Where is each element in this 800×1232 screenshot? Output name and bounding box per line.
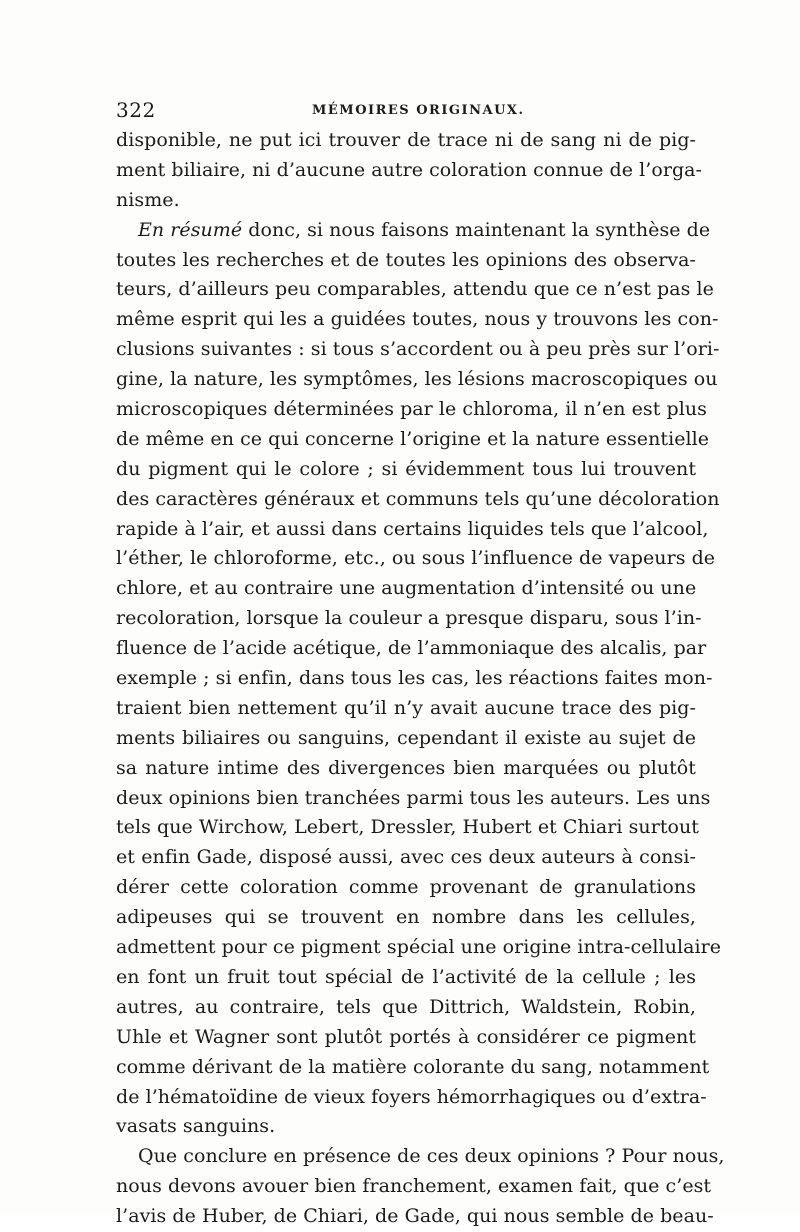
text-line: sa nature intime des divergences bien marquées ou plutôt [116,756,696,779]
text-line: vasats sanguins. [116,1115,276,1138]
text-line: clusions suivantes : si tous s’accordent ou à peu près sur l’ori- [116,338,720,361]
text-fragment: donc, si nous faisons maintenant la synthèse de [248,218,711,241]
text-line: toutes les recherches et de toutes les opinions des observa- [116,248,696,271]
text-line: gine, la nature, les symptômes, les lésions macroscopiques ou [116,368,718,391]
text-line: admettent pour ce pigment spécial une origine intra-cellulaire [116,936,722,959]
text-line: microscopiques déterminées par le chloroma, il n’en est plus [116,398,707,421]
page-number: 322 [116,98,156,122]
text-line: exemple ; si enfin, dans tous les cas, les réactions faites mon- [116,667,713,690]
text-line: recoloration, lorsque la couleur a presque disparu, sous l’in- [116,607,702,630]
text-line: nous devons avouer bien franchement, examen fait, que c’est [116,1175,712,1198]
text-line-paragraph-start [116,216,711,246]
text-line: de l’hématoïdine de vieux foyers hémorrhagiques ou d’extra- [116,1085,707,1108]
text-line: tels que Wirchow, Lebert, Dressler, Hubert et Chiari surtout [116,816,699,839]
running-title: MÉMOIRES ORIGINAUX. [312,103,525,118]
text-line: traient bien nettement qu’il n’y avait aucune trace des pig- [116,696,696,719]
text-line: adipeuses qui se trouvent en nombre dans les cellules, [116,906,696,929]
text-line-paragraph-start: Que conclure en présence de ces deux opinions ? Pour nous, [138,1145,725,1168]
text-line: ment biliaire, ni d’aucune autre coloration connue de l’orga- [116,158,703,181]
text-line: l’éther, le chloroforme, etc., ou sous l’influence de vapeurs de [116,547,716,570]
text-line: autres, au contraire, tels que Dittrich, Waldstein, Robin, [116,995,696,1018]
text-line: en font un fruit tout spécial de l’activité de la cellule ; les [116,965,696,988]
text-line: rapide à l’air, et aussi dans certains liquides tels que l’alcool, [116,517,709,540]
text-line: chlore, et au contraire une augmentation d’intensité ou une [116,577,697,600]
text-line: ments biliaires ou sanguins, cependant il existe au sujet de [116,726,696,749]
text-line: disponible, ne put ici trouver de trace ni de sang ni de pig- [116,129,696,151]
body-text [116,126,725,1232]
text-line: comme dérivant de la matière colorante du sang, notamment [116,1055,710,1078]
text-line: du pigment qui le colore ; si évidemment tous lui trouvent [116,457,696,480]
text-line: des caractères généraux et communs tels qu’une décoloration [116,487,720,510]
page-header [116,98,696,128]
text-line: dérer cette coloration comme provenant de granulations [116,876,696,899]
text-line: teurs, d’ailleurs peu comparables, attendu que ce n’est pas le [116,278,714,301]
text-line: nisme. [116,188,180,211]
text-line: même esprit qui les a guidées toutes, nous y trouvons les con- [116,308,719,331]
text-line: l’avis de Huber, de Chiari, de Gade, qui nous semble de beau- [116,1205,714,1228]
text-line: fluence de l’acide acétique, de l’ammoniaque des alcalis, par [116,637,707,660]
text-line: Uhle et Wagner sont plutôt portés à considérer ce pigment [116,1025,696,1048]
text-line: et enfin Gade, disposé aussi, avec ces deux auteurs à consi- [116,846,696,869]
text-line: de même en ce qui concerne l’origine et la nature essentielle [116,427,710,450]
text-line: deux opinions bien tranchées parmi tous les auteurs. Les uns [116,786,711,809]
emphasis-en-resume: En résumé [138,218,243,241]
